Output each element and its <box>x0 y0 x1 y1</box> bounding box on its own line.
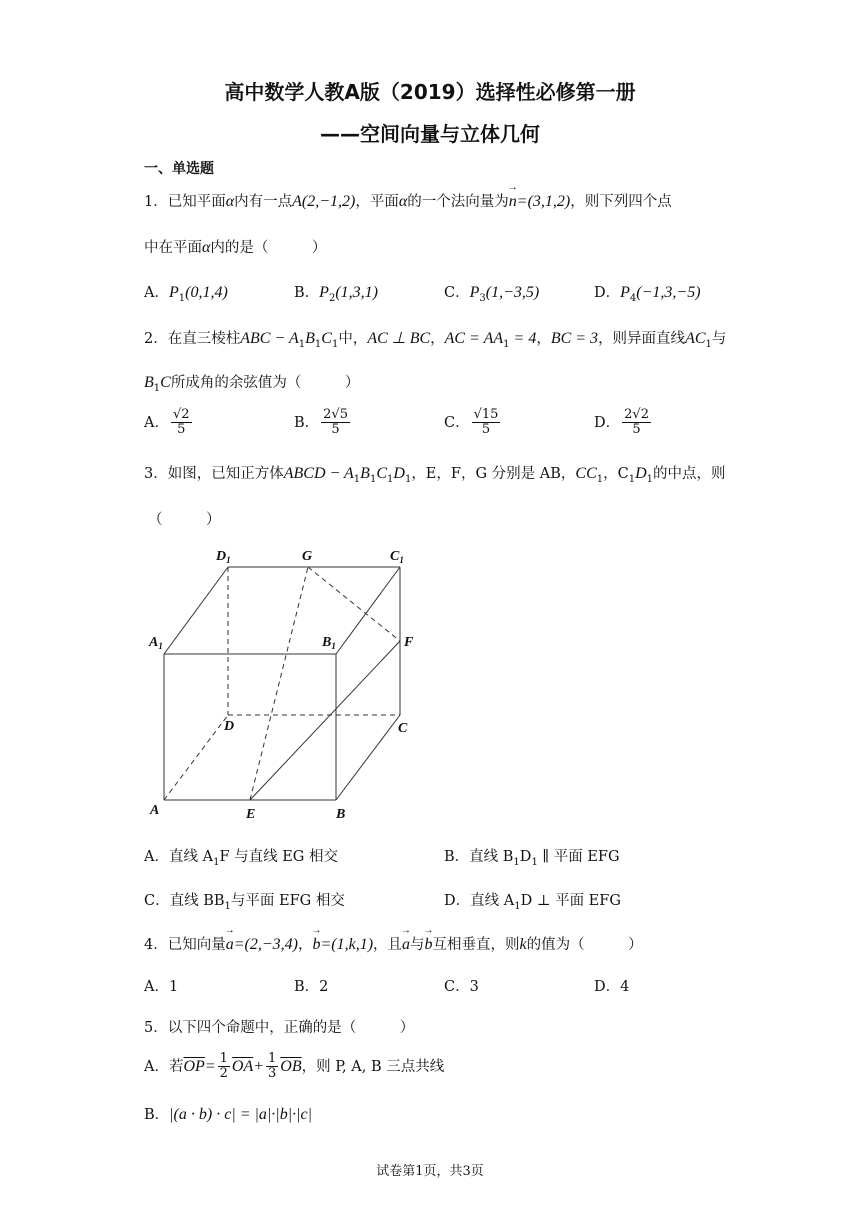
fraction <box>171 408 192 438</box>
q3-text: ，E，F，G 分别是 AB， <box>411 466 576 482</box>
label-b: B <box>336 807 346 822</box>
edge-ad-hidden <box>164 715 228 800</box>
q3-option-c[interactable] <box>144 889 345 912</box>
q1-option-d[interactable] <box>594 281 701 304</box>
vector-b-value: =(1,k,1) <box>320 936 374 953</box>
q1-text: 中在平面 <box>144 240 202 256</box>
q1-option-c[interactable] <box>444 281 539 304</box>
point-coords: (−1,3,−5) <box>636 284 701 301</box>
option-text: ∥ 平面 EFG <box>537 849 620 865</box>
q2-condition: AC ⊥ BC <box>367 330 431 347</box>
fraction-third <box>266 1052 278 1082</box>
fraction <box>622 408 651 438</box>
q1-text: 的一个法向量为 <box>407 194 509 210</box>
question-2-line-2 <box>144 371 359 394</box>
line-name: AC <box>685 330 706 347</box>
edge-a1d1 <box>164 567 228 654</box>
label-d: D <box>224 719 235 734</box>
vector-a: → a <box>226 936 234 954</box>
q4-option-d[interactable]: D．4 <box>594 979 630 995</box>
q3-option-d[interactable] <box>444 889 621 912</box>
q4-text: ， <box>297 937 313 953</box>
subscript: 1 <box>153 382 161 394</box>
q2-option-b[interactable] <box>294 408 352 438</box>
q1-normal-value: =(3,1,2) <box>516 193 571 210</box>
fraction-numerator: √2 <box>172 407 190 422</box>
q3-text: 3．如图，已知正方体 <box>144 466 284 482</box>
option-text: F 与直线 EG 相交 <box>219 849 338 865</box>
subscript: 1 <box>178 292 186 304</box>
label-f: F <box>404 635 414 650</box>
option-label: C． <box>444 414 470 431</box>
cube-name: ABCD − A <box>283 465 354 482</box>
q1-alpha: α <box>398 193 408 210</box>
q1-alpha: α <box>225 193 235 210</box>
fraction <box>472 408 501 438</box>
cube-name: C <box>376 465 387 482</box>
edge-b1c1 <box>336 567 400 654</box>
q1-text: ，则下列四个点 <box>570 194 672 210</box>
label-g: G <box>302 549 313 564</box>
subscript: 1 <box>596 473 604 485</box>
point-name: P <box>168 284 179 301</box>
page-footer: 试卷第1页，共3页 <box>376 1164 484 1179</box>
segment-eg-hidden <box>250 567 308 800</box>
title-line-2: ——空间向量与立体几何 <box>320 122 540 146</box>
q2-option-d[interactable] <box>594 408 653 438</box>
question-5: 5．以下四个命题中，正确的是（ ） <box>144 1020 415 1036</box>
segment-ef <box>250 641 400 800</box>
subscript: 1 <box>646 473 654 485</box>
label-e: E <box>246 807 256 822</box>
q2-text: 2．在直三棱柱 <box>144 331 241 347</box>
label-a: A <box>150 803 160 818</box>
subscript: 1 <box>628 473 636 485</box>
fraction-numerator: 1 <box>219 1051 228 1066</box>
label-c1: $C_1$ <box>390 549 404 565</box>
q2-text: 与 <box>711 331 727 347</box>
equals: = <box>204 1057 216 1075</box>
cube-name: D <box>393 465 405 482</box>
subscript: 4 <box>629 292 637 304</box>
q1-option-b[interactable] <box>294 281 378 304</box>
cube-figure <box>140 540 430 825</box>
section-heading: 一、单选题 <box>144 161 214 177</box>
subscript: 1 <box>314 338 322 350</box>
option-label: D． <box>594 414 621 431</box>
option-label: B． <box>144 1107 170 1123</box>
subscript: 1 <box>705 338 712 350</box>
q1-point-a: A(2,−1,2) <box>292 193 356 210</box>
vector-op: $\overline{OP}$ <box>183 1057 205 1075</box>
q2-condition: AC = AA <box>444 330 504 347</box>
q2-text: ，则异面直线 <box>598 331 686 347</box>
fraction-denominator: 5 <box>632 422 641 438</box>
option-text: A．直线 A <box>144 849 214 865</box>
q1-text: 内的是（ ） <box>210 240 327 256</box>
q3-option-a[interactable] <box>144 845 338 868</box>
option-text: ，则 P, A, B 三点共线 <box>301 1058 445 1075</box>
q2-text: 中， <box>338 331 368 347</box>
question-3-line-2: （ ） <box>148 512 221 528</box>
q4-text: 互相垂直，则 <box>432 937 520 953</box>
q2-text: ， <box>430 331 445 347</box>
q2-option-c[interactable] <box>444 408 502 438</box>
q5-option-a[interactable] <box>144 1052 444 1082</box>
label-a1: $A_1$ <box>149 635 163 651</box>
point-coords: (1,3,1) <box>335 284 378 301</box>
subscript: 1 <box>369 473 377 485</box>
plus: + <box>253 1057 265 1075</box>
option-label: C． <box>444 285 470 301</box>
question-4 <box>144 933 643 954</box>
line-name: C <box>160 374 171 391</box>
fraction-denominator: 3 <box>268 1066 277 1082</box>
q4-text: 4．已知向量 <box>144 937 226 953</box>
label-c: C <box>398 721 408 736</box>
q4-text: ，且 <box>373 937 403 953</box>
question-1-line-1 <box>144 190 672 211</box>
fraction-denominator: 5 <box>177 422 186 438</box>
subscript: 2 <box>328 292 336 304</box>
label-b1: $B_1$ <box>322 635 336 651</box>
fraction-denominator: 5 <box>331 422 340 438</box>
option-label: B． <box>294 414 320 431</box>
point-coords: (0,1,4) <box>185 284 228 301</box>
q2-condition: = 4 <box>509 330 537 347</box>
q1-option-a[interactable] <box>144 281 228 304</box>
option-text: 与平面 EFG 相交 <box>230 893 345 909</box>
fraction-half <box>218 1052 230 1082</box>
vector-a: → a <box>402 936 410 954</box>
fraction-denominator: 5 <box>481 422 491 438</box>
question-1-line-2 <box>144 236 326 257</box>
fraction-numerator: 2√2 <box>624 407 649 422</box>
line-name: B <box>144 374 154 391</box>
q4-option-b[interactable]: B．2 <box>294 979 329 995</box>
fraction-numerator: 2√5 <box>323 407 348 422</box>
point-name: P <box>319 284 329 301</box>
subscript: 1 <box>513 856 520 868</box>
variable-k: k <box>519 936 527 953</box>
fraction-numerator: 1 <box>268 1051 277 1066</box>
option-text: D．直线 A <box>444 893 515 909</box>
option-label: A．若 <box>144 1058 184 1075</box>
vector-b: → b <box>312 936 320 954</box>
cube-name: B <box>360 465 370 482</box>
q2-text: 所成角的余弦值为（ ） <box>170 375 360 391</box>
q1-normal-vector: → n <box>509 193 517 211</box>
edge-bc <box>336 715 400 800</box>
subscript: 1 <box>213 856 220 868</box>
subscript: 1 <box>531 856 538 868</box>
option-label: A． <box>144 414 169 431</box>
question-2-line-1 <box>144 327 726 350</box>
subscript: 1 <box>387 473 394 485</box>
prism-name: B <box>305 330 315 347</box>
q4-text: 的值为（ ） <box>526 937 643 953</box>
point-coords: (1,−3,5) <box>485 284 540 301</box>
question-3-line-1 <box>144 462 726 485</box>
option-label: B． <box>294 285 320 301</box>
prism-name: ABC − A <box>240 330 299 347</box>
q2-option-a[interactable] <box>144 408 194 438</box>
fraction <box>321 408 350 438</box>
q1-text: ，平面 <box>355 194 399 210</box>
vector-a-value: =(2,−3,4) <box>233 936 298 953</box>
option-expression: |(a · b) · c| = |a|·|b|·|c| <box>169 1106 312 1123</box>
q4-option-a[interactable]: A．1 <box>144 979 179 995</box>
q1-text: 已知平面 <box>167 194 226 210</box>
subscript: 1 <box>331 338 339 350</box>
q1-text: 内有一点 <box>234 194 293 210</box>
q1-alpha: α <box>202 239 211 256</box>
option-text: D <box>519 849 532 865</box>
vector-ob: $\overline{OB}$ <box>280 1057 302 1075</box>
q3-text: ，C <box>603 466 629 482</box>
option-label: A． <box>144 285 169 301</box>
edge-name: CC <box>575 465 597 482</box>
subscript: 1 <box>353 473 361 485</box>
option-label: D． <box>594 285 621 301</box>
subscript: 1 <box>224 900 231 912</box>
subscript: 1 <box>503 338 510 350</box>
title-line-1: 高中数学人教A版（2019）选择性必修第一册 <box>224 80 636 104</box>
vector-b: → b <box>425 936 433 954</box>
point-name: P <box>469 284 480 301</box>
q5-option-b[interactable] <box>144 1103 312 1124</box>
q4-text: 与 <box>410 937 425 953</box>
q3-option-b[interactable] <box>444 845 620 868</box>
subscript: 3 <box>479 292 486 304</box>
edge-name: D <box>635 465 647 482</box>
q2-text: ， <box>536 331 551 347</box>
subscript: 1 <box>298 338 306 350</box>
prism-name: C <box>321 330 332 347</box>
option-text: D ⊥ 平面 EFG <box>520 893 621 909</box>
option-text: C．直线 BB <box>144 893 225 909</box>
fraction-denominator: 2 <box>219 1066 228 1082</box>
q4-option-c[interactable]: C．3 <box>444 979 479 995</box>
label-d1: $D_1$ <box>216 549 231 565</box>
q3-text: 的中点，则 <box>653 466 726 482</box>
fraction-numerator: √15 <box>473 407 499 422</box>
subscript: 1 <box>404 473 412 485</box>
subscript: 1 <box>514 900 521 912</box>
q2-condition: BC = 3 <box>550 330 599 347</box>
option-text: B．直线 B <box>444 849 514 865</box>
point-name: P <box>620 284 630 301</box>
vector-oa: $\overline{OA}$ <box>231 1057 254 1075</box>
q1-number: 1． <box>144 194 168 210</box>
